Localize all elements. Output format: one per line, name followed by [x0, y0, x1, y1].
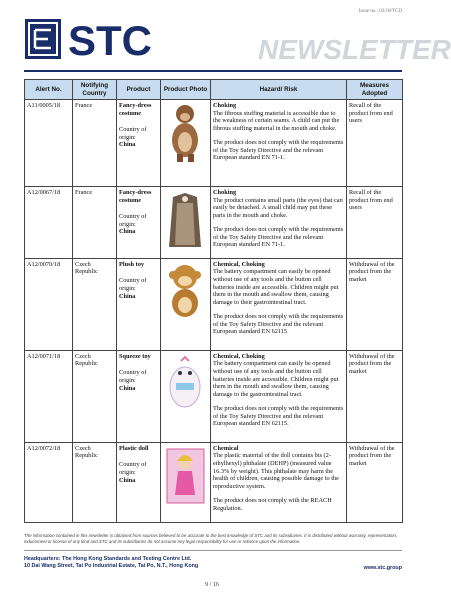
- notifying-country: Czech Republic: [73, 350, 117, 442]
- origin-label: Country of origin:: [119, 369, 147, 385]
- hazard-title: Chemical, Choking: [213, 352, 265, 360]
- product-name: Squeeze toy: [119, 352, 151, 360]
- product-photo-cell: [161, 442, 211, 522]
- hazard-cell: [211, 350, 347, 442]
- product-cell: [117, 350, 161, 442]
- product-name: Plastic doll: [119, 444, 149, 452]
- origin-country: China: [119, 476, 136, 484]
- product-cell: [117, 442, 161, 522]
- hq-line-1: Headquarters: The Hong Kong Standards and Testing Centre Ltd.: [24, 556, 192, 562]
- hazard-cell: [211, 258, 347, 350]
- issue-number: Issue no.: 03/18/TCD: [358, 9, 402, 14]
- origin-label: Country of origin:: [119, 126, 147, 141]
- hazard-description: The battery compartment can easily be opened without use of any tools and the button cell batteries inside are accessible. Children might put them in the mouth and swallow them, causing damage to the gastrointestinal tract.: [213, 360, 339, 398]
- compliance-note: The product does not comply with the requirements of the Toy Safety Directive and the relevant European standard EN 62115.: [213, 405, 344, 428]
- origin-label: Country of origin:: [119, 277, 147, 293]
- table-row: [25, 350, 403, 442]
- product-name: Fancy-dress costume: [119, 189, 152, 204]
- origin-country: China: [119, 292, 136, 300]
- compliance-note: The product does not comply with the requirements of the Toy Safety Directive and the relevant European standard EN 62115: [213, 313, 344, 336]
- hazard-title: Choking: [213, 102, 237, 110]
- origin-label: Country of origin:: [119, 213, 147, 228]
- notifying-country: Czech Republic: [73, 258, 117, 350]
- measure-adopted: Withdrawal of the product from the market: [347, 442, 403, 522]
- disclaimer: The information contained in this newsletter is obtained from sources believed to be accurate to the best knowledge of STC and its subsidiaries. It is distributed without warranty, representation, inducement or license of any kind and STC and its subsidiaries do not assume any legal responsibility for use or reliance upon the information.: [24, 533, 398, 544]
- alert-number: A12/0070/18: [25, 258, 73, 350]
- headquarters: [24, 556, 198, 571]
- plush-monkey-photo-icon: [163, 261, 208, 323]
- header-divider: [24, 70, 402, 72]
- costume-photo-icon: [163, 102, 208, 164]
- brand-text: STC: [68, 17, 152, 64]
- hazard-title: Choking: [213, 189, 237, 197]
- header-hazard-risk: Hazard/ Risk: [211, 80, 347, 100]
- alert-number: A12/0067/18: [25, 187, 73, 259]
- product-cell: [117, 258, 161, 350]
- measure-adopted: Recall of the product from end users: [347, 100, 403, 187]
- origin-country: China: [119, 384, 136, 392]
- notifying-country: Czech Republic: [73, 442, 117, 522]
- website-link[interactable]: www.stc.group: [363, 565, 402, 571]
- hazard-description: The battery compartment can easily be opened without use of any tools and the button cell batteries inside are accessible. Children might put them in the mouth and swallow them, causing damage to their gastrointestinal tract.: [213, 268, 339, 306]
- hazard-title: Chemical: [213, 444, 239, 452]
- product-photo-cell: [161, 187, 211, 259]
- product-cell: [117, 187, 161, 259]
- product-name: Plush toy: [119, 260, 145, 268]
- origin-country: China: [119, 228, 136, 236]
- hazard-cell: [211, 187, 347, 259]
- header-notifying-country: Notifying Country: [73, 80, 117, 100]
- origin-label: Country of origin:: [119, 461, 147, 477]
- table-row: [25, 258, 403, 350]
- hazard-description: The product contains small parts (the eyes) that can easily be detached. A small child may put these parts in the mouth and choke.: [213, 196, 343, 219]
- footer-divider: [24, 550, 402, 551]
- hq-line-2: 10 Dai Wang Street, Tai Po Industrial Estate, Tai Po, N.T., Hong Kong: [24, 563, 199, 570]
- doll-photo-icon: [163, 445, 208, 507]
- notifying-country: France: [73, 187, 117, 259]
- header-alert-no: Alert No.: [25, 80, 73, 100]
- notifying-country: France: [73, 100, 117, 187]
- costume-photo-icon: [163, 189, 208, 251]
- alert-number: A11/0005/18: [25, 100, 73, 187]
- product-cell: [117, 100, 161, 187]
- compliance-note: The product does not comply with the requirements of the Toy Safety Directive and the relevant European standard EN 71-1.: [213, 226, 344, 249]
- measure-adopted: Withdrawal of the product from the market: [347, 258, 403, 350]
- alert-number: A12/0072/18: [25, 442, 73, 522]
- hazard-description: The plastic material of the doll contains bis (2-ethylhexyl) phthalate (DEHP) (measured value 16.3% by weight). This phthalate may harm the health of children, causing possible damage to the reproductive system.: [213, 452, 339, 490]
- compliance-note: The product does not comply with the REACH Regulation.: [213, 497, 332, 512]
- alert-number: A12/0071/18: [25, 350, 73, 442]
- header-product: Product: [117, 80, 161, 100]
- table-row: [25, 100, 403, 187]
- product-photo-cell: [161, 100, 211, 187]
- hazard-description: The fibrous stuffing material is accessible due to the weakness of certain seams. A child can put the fibrous stuffing material in the mouth and choke.: [213, 109, 340, 132]
- stc-logo: [24, 17, 174, 64]
- hazard-title: Chemical, Choking: [213, 260, 265, 268]
- compliance-note: The product does not comply with the requirements of the Toy Safety Directive and the relevant European standard EN 71-1.: [213, 139, 344, 162]
- newsletter-title: NEWSLETTER: [258, 34, 451, 65]
- hazard-cell: [211, 442, 347, 522]
- header-product-photo: Product Photo: [161, 80, 211, 100]
- alert-table: [24, 79, 403, 523]
- page-number: 9 / 16: [205, 582, 219, 588]
- measure-adopted: Withdrawal of the product from the market: [347, 350, 403, 442]
- origin-country: China: [119, 141, 136, 149]
- product-name: Fancy-dress costume: [119, 102, 152, 117]
- squeeze-toy-photo-icon: [163, 353, 208, 415]
- table-row: [25, 442, 403, 522]
- product-photo-cell: [161, 350, 211, 442]
- header-measures-adopted: Measures Adopted: [347, 80, 403, 100]
- product-photo-cell: [161, 258, 211, 350]
- measure-adopted: Recall of the product from end users: [347, 187, 403, 259]
- hazard-cell: [211, 100, 347, 187]
- table-header-row: [25, 80, 403, 100]
- table-row: [25, 187, 403, 259]
